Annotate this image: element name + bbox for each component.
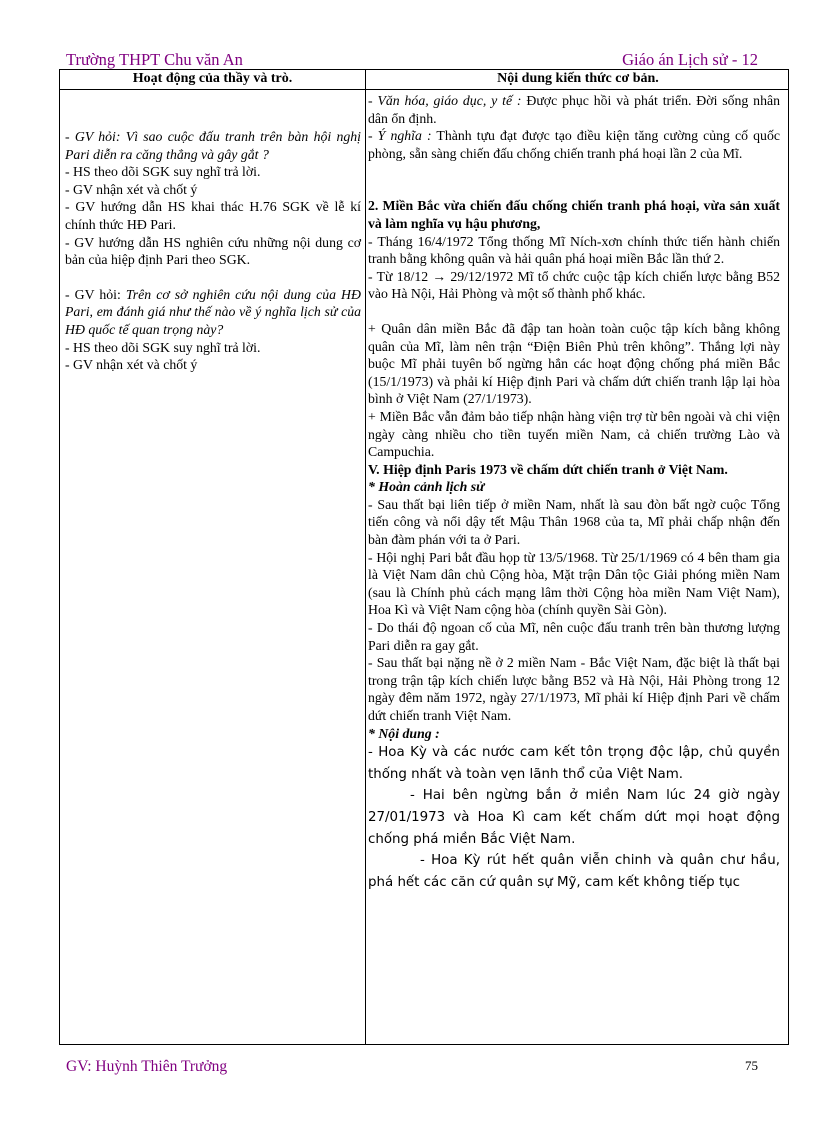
school-name: Trường THPT Chu văn An — [66, 50, 243, 69]
teacher-student-activities — [65, 128, 361, 374]
page-footer — [66, 1058, 758, 1078]
page-header — [66, 50, 758, 70]
content-item: + Miền Bắc vẫn đảm bảo tiếp nhận hàng viện trợ từ bên ngoài và chi viện ngày càng nhiều cho tiền tuyến miền Nam, cả chiến trường Lào và Campuchia. — [368, 408, 780, 460]
section-heading-2: 2. Miền Bắc vừa chiến đấu chống chiến tranh phá hoại, vừa sản xuất và làm nghĩa vụ hậu phương, — [368, 198, 780, 231]
column-header-content: Nội dung kiến thức cơ bản. — [497, 71, 659, 86]
teacher-name: GV: Huỳnh Thiên Trưởng — [66, 1058, 228, 1075]
content-item: - Sau thất bại liên tiếp ở miền Nam, nhất là sau đòn bất ngờ cuộc Tổng tiến công và nổi dậy tết Mậu Thân 1968 của ta, Mĩ phải chấp nhận đến bàn đàm phán với ta ở Pari. — [368, 496, 780, 548]
activity-item: - HS theo dõi SGK suy nghĩ trả lời. — [65, 164, 261, 180]
content-culture: - Văn hóa, giáo dục, y tế : Được phục hồi và phát triển. Đời sống nhân dân ổn định. — [368, 93, 780, 126]
content-item: - Từ 18/12 → 29/12/1972 Mĩ tổ chức cuộc tập kích chiến lược bằng B52 vào Hà Nội, Hải Phòng và một số thành phố khác. — [368, 268, 780, 302]
activity-item: - GV nhận xét và chốt ý — [65, 357, 198, 373]
content-item: - Hội nghị Pari bắt đầu họp từ 13/5/1968. Từ 25/1/1969 có 4 bên tham gia là Việt Nam dân chủ Cộng hòa, Mặt trận Dân tộc Giải phóng miền Nam (sau là Chính phủ cách mạng lâm thời Cộng hòa miền Nam Việt Nam), Hoa Kì và Việt Nam cộng hòa (chính quyền Sài Gòn). — [368, 549, 780, 618]
header-divider — [60, 89, 788, 90]
content-item: - Hoa Kỳ và các nước cam kết tôn trọng độc lập, chủ quyền thống nhất và toàn vẹn lãnh thổ của Việt Nam. — [368, 745, 780, 782]
subheading-context: * Hoàn cảnh lịch sử — [368, 479, 485, 495]
column-header-activities: Hoạt động của thầy và trò. — [132, 71, 293, 86]
content-item: - Tháng 16/4/1972 Tổng thống Mĩ Ních-xơn chính thức tiến hành chiến tranh bằng không quân và hải quân phá hoại miền Bắc lần thứ 2. — [368, 233, 780, 267]
content-meaning: - Ý nghĩa : Thành tựu đạt được tạo điều kiện tăng cường củng cố quốc phòng, sẵn sàng chiến đấu chống chiến tranh phá hoại lần 2 của Mĩ. — [368, 128, 780, 161]
page-number: 75 — [745, 1058, 758, 1073]
content-item: + Quân dân miền Bắc đã đập tan hoàn toàn cuộc tập kích bằng không quân của Mĩ, làm nên trận “Điện Biên Phủ trên không”. Thắng lợi này buộc Mĩ phải tuyên bố ngừng hẳn các hoạt động chống phá miền Bắc (15/1/1973) và phải kí Hiệp định Pari và chấm dứt chiến tranh lập lại hòa bình ở Việt Nam (27/1/1973). — [368, 320, 780, 407]
activity-question-2: - GV hỏi: Trên cơ sở nghiên cứu nội dung của HĐ Pari, em đánh giá như thế nào về ý nghĩa lịch sử của HĐ quốc tế quan trọng này? — [65, 286, 361, 337]
activity-item: - GV hướng dẫn HS khai thác H.76 SGK về lễ kí chính thức HĐ Pari. — [65, 199, 361, 232]
activity-question-1: - GV hỏi: Vì sao cuộc đấu tranh trên bàn hội nghị Pari diễn ra căng thẳng và gây gắt ? — [65, 129, 361, 162]
subheading-content: * Nội dung : — [368, 725, 440, 741]
section-heading-5: V. Hiệp định Paris 1973 về chấm dứt chiến tranh ở Việt Nam. — [368, 461, 728, 477]
activity-item: - GV hướng dẫn HS nghiên cứu những nội dung cơ bản của hiệp định Pari theo SGK. — [65, 234, 361, 268]
content-item: - Hai bên ngừng bắn ở miền Nam lúc 24 giờ ngày 27/01/1973 và Hoa Kì cam kết chấm dứt mọi hoạt động chống phá miền Bắc Việt Nam. — [368, 788, 780, 847]
activity-item: - GV nhận xét và chốt ý — [65, 181, 198, 197]
subject-title: Giáo án Lịch sử - 12 — [622, 50, 758, 69]
content-item: - Sau thất bại nặng nề ở 2 miền Nam - Bắc Việt Nam, đặc biệt là thất bại trong trận tập kích chiến lược bằng B52 và Hà Nội, Hải Phòng trong 12 ngày đêm năm 1972, ngày 27/1/1973, Mĩ phải kí Hiệp định Pari về chấm dứt chiến tranh Việt Nam. — [368, 655, 780, 723]
activity-item: - HS theo dõi SGK suy nghĩ trả lời. — [65, 339, 261, 355]
column-divider — [365, 70, 366, 1044]
content-item: - Hoa Kỳ rút hết quân viễn chinh và quân chư hầu, phá hết các căn cứ quân sự Mỹ, cam kết không tiếp tục — [368, 853, 780, 890]
content-item: - Do thái độ ngoan cố của Mĩ, nên cuộc đấu tranh trên bàn thương lượng Pari diễn ra gay gắt. — [368, 620, 780, 653]
knowledge-content — [368, 92, 780, 893]
